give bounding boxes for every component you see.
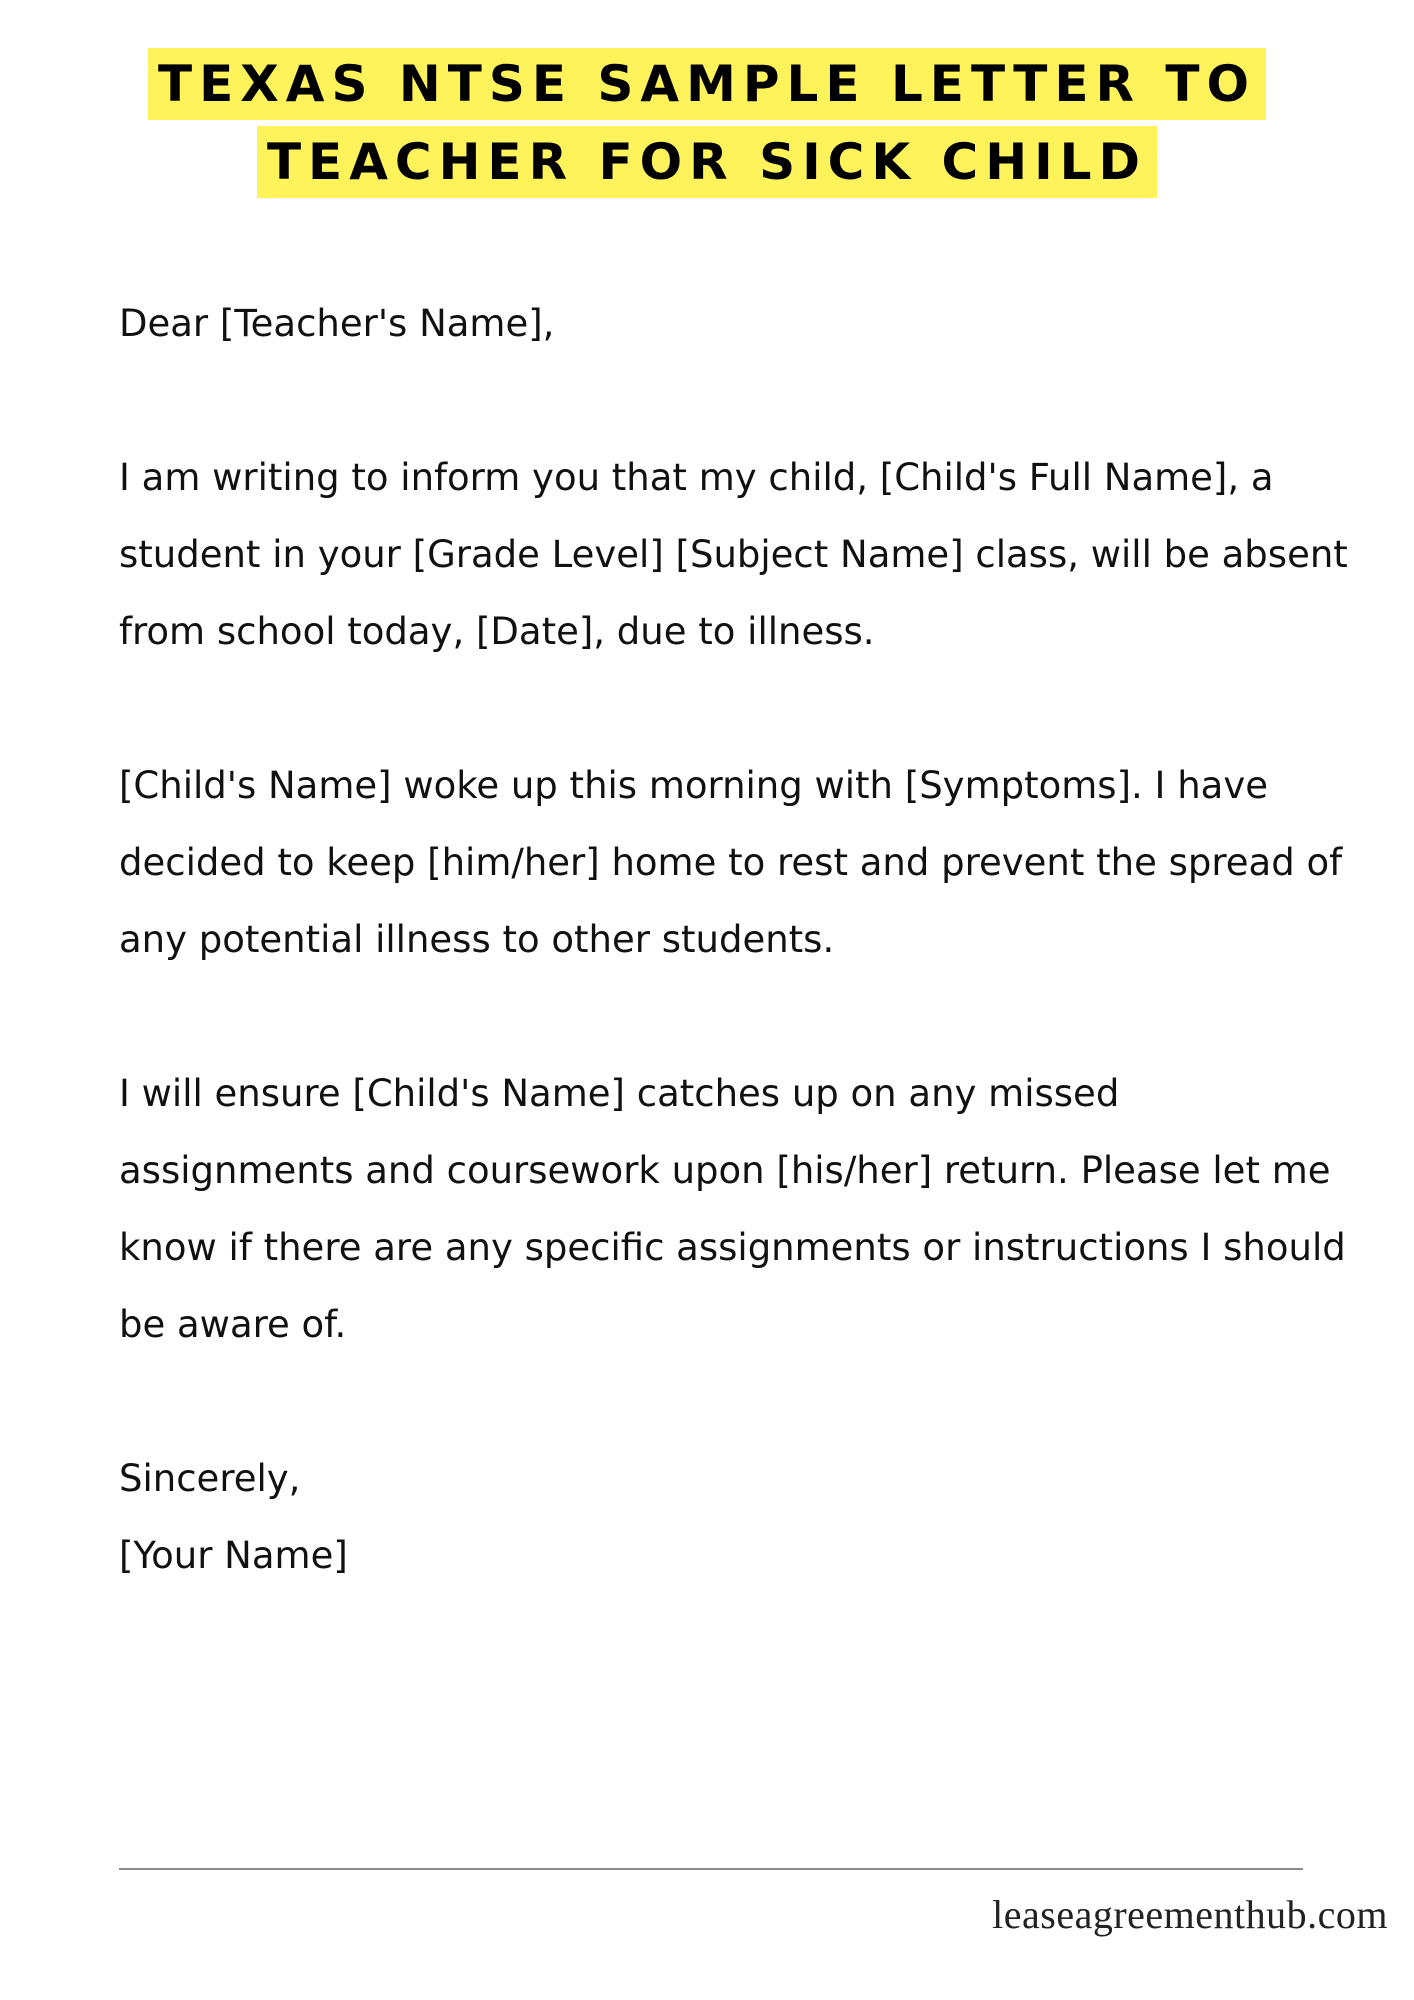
paragraph-3: I will ensure [Child's Name] catches up on any missed assignments and coursework upon [his/her] return. Please let me know if there are any specific assignments or instructions I should be aware of.: [119, 1072, 1346, 1346]
page-title: [0, 48, 1414, 204]
letter-body: [119, 285, 1349, 1594]
salutation: Dear [Teacher's Name],: [119, 302, 555, 345]
footer-divider: [119, 1868, 1303, 1870]
paragraph-2: [Child's Name] woke up this morning with [Symptoms]. I have decided to keep [him/her] home to rest and prevent the spread of any potential illness to other students.: [119, 764, 1343, 961]
paragraph-1: I am writing to inform you that my child, [Child's Full Name], a student in your [Grade Level] [Subject Name] class, will be absent from school today, [Date], due to illness.: [119, 456, 1348, 653]
title-line-1: TEXAS NTSE SAMPLE LETTER TO: [148, 48, 1266, 120]
title-line-2: TEACHER FOR SICK CHILD: [257, 126, 1157, 198]
signature: [Your Name]: [119, 1534, 348, 1577]
closing: Sincerely,: [119, 1457, 301, 1500]
footer-website: leaseagreementhub.com: [992, 1892, 1388, 1937]
